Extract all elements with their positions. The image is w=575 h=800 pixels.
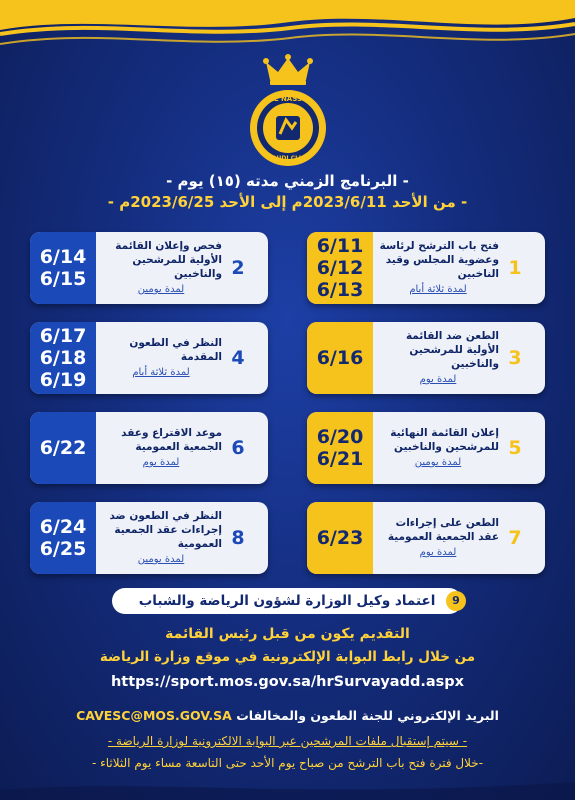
step-duration: لمدة يومين [414,457,462,468]
portal-instructions: من خلال رابط البوابة الإلكترونية في موقع وزارة الرياضة [99,649,476,665]
step-date: 6/12 [316,257,364,279]
step-number: 1 [508,257,522,279]
step-date: 6/16 [316,347,364,369]
step-date: 6/20 [316,426,364,448]
step-date: 6/21 [316,448,364,470]
step-date: 6/14 [39,246,87,268]
step-duration: لمدة يوم [419,547,457,558]
step-duration: لمدة يوم [419,374,457,385]
step-date: 6/11 [316,235,364,257]
step-dates-panel [307,502,373,574]
step-date: 6/13 [316,279,364,301]
step-title: فتح باب الترشح لرئاسة وعضوية المجلس وقيد الناخبين [379,240,499,280]
bottom-wave-decoration [0,760,575,800]
step-dates-panel [30,502,96,574]
step-description [100,328,222,388]
timeline-step-card [307,502,545,574]
step-card-box [30,322,268,394]
step-number: 7 [508,527,522,549]
timeline-step-card [30,232,268,304]
step-duration: لمدة ثلاثة أيام [409,284,467,295]
step-9-number: 9 [446,591,466,611]
step-number: 3 [508,347,522,369]
timeline-step-card [30,322,268,394]
step-date: 6/22 [39,437,87,459]
appeals-email-line [0,708,575,723]
step-duration: لمدة يومين [137,554,185,565]
step-card-box [30,232,268,304]
program-duration-heading: - البرنامج الزمني مدته (١٥) يوم - [166,172,409,190]
step-date: 6/24 [39,516,87,538]
timeline-step-card [30,502,268,574]
step-number: 5 [508,437,522,459]
step-date: 6/23 [316,527,364,549]
step-date: 6/25 [39,538,87,560]
timeline-step-card [307,322,545,394]
al-nassr-logo [246,54,330,170]
step-number: 2 [231,257,245,279]
step-title: الطعن ضد القائمة الأولية للمرشحين والناخبين [405,330,499,370]
step-title: فحص وإعلان القائمة الأولية للمرشحين والناخبين [115,240,222,280]
email-address-link[interactable]: CAVESC@MOS.GOV.SA [76,708,232,723]
step-dates-panel [307,412,373,484]
step-date: 6/15 [39,268,87,290]
step-description [377,238,499,298]
program-range-heading: - من الأحد 2023/6/11م إلى الأحد 2023/6/25م - [107,193,468,211]
timeline-step-card [307,232,545,304]
step-number: 6 [231,437,245,459]
apply-by-list-head: التقديم يكون من قبل رئيس القائمة [165,626,410,642]
step-9-approval [112,588,462,614]
step-card-box [307,412,545,484]
step-dates-panel [30,232,96,304]
step-description [377,328,499,388]
step-card-box [30,412,268,484]
step-card-box [307,322,545,394]
top-wave-decoration [0,0,575,60]
logo-ring-text-bottom: SAUDI CLUB [267,155,309,162]
step-dates-panel [30,322,96,394]
step-title: النظر في الطعون ضد إجراءات عقد الجمعية العمومية [109,510,222,550]
timeline-step-card [307,412,545,484]
step-title: النظر في الطعون المقدمة [129,337,222,363]
step-dates-panel [30,412,96,484]
step-date: 6/19 [39,369,87,391]
logo-ring-text-top: AL NASSR [268,95,308,103]
step-title: إعلان القائمة النهائية للمرشحين والناخبين [390,427,499,453]
portal-url-link[interactable]: https://sport.mos.gov.sa/hrSurvayadd.aspx [110,674,465,690]
step-card-box [307,502,545,574]
step-description [100,418,222,478]
step-card-box [307,232,545,304]
step-date: 6/18 [39,347,87,369]
step-number: 4 [231,347,245,369]
note-nomination-period: -خلال فترة فتح باب الترشح من صباح يوم الأحد حتى التاسعة مساء يوم الثلاثاء - [91,756,484,770]
step-dates-panel [307,322,373,394]
step-number: 8 [231,527,245,549]
step-dates-panel [307,232,373,304]
email-label: البريد الإلكتروني للجنة الطعون والمخالفات [236,708,499,723]
step-description [100,238,222,298]
step-description [377,508,499,568]
step-duration: لمدة يوم [142,457,180,468]
step-duration: لمدة ثلاثة أيام [132,367,190,378]
note-candidate-files: - سيتم إستقبال ملفات المرشحين عبر البوابة الالكترونية لوزارة الرياضة - [107,734,468,748]
step-duration: لمدة يومين [137,284,185,295]
step-9-text: اعتماد وكيل الوزارة لشؤون الرياضة والشباب [138,593,436,609]
step-title: موعد الاقتراع وعقد الجمعية العمومية [121,427,222,453]
step-date: 6/17 [39,325,87,347]
timeline-step-card [30,412,268,484]
step-description [377,418,499,478]
step-title: الطعن على إجراءات عقد الجمعية العمومية [387,517,499,543]
step-card-box [30,502,268,574]
step-description [100,508,222,568]
